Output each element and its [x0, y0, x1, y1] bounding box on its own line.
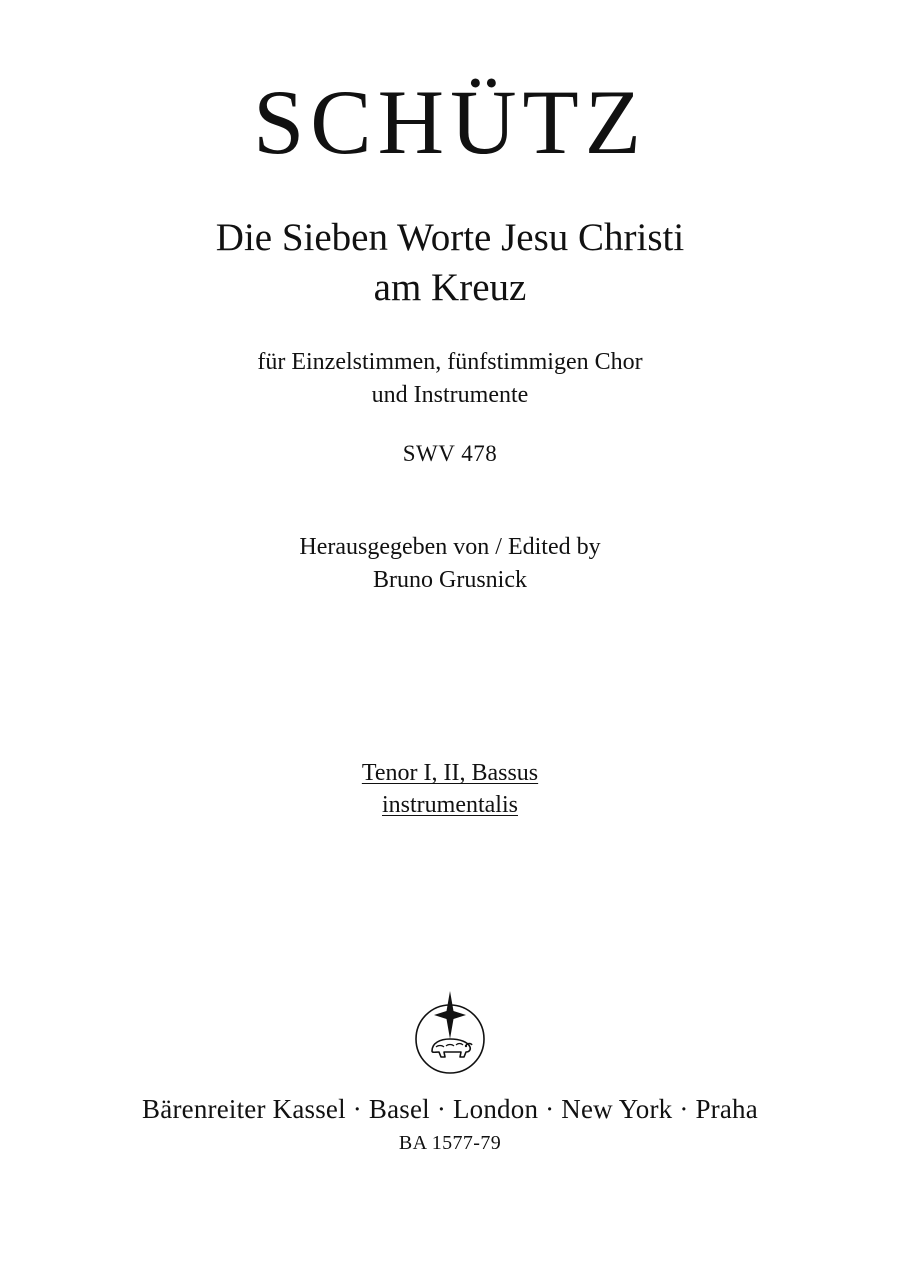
editor-credit — [299, 531, 600, 597]
part-designation-line-2: instrumentalis — [382, 792, 518, 819]
part-designation-line-1: Tenor I, II, Bassus — [361, 760, 539, 787]
publisher-line: Bärenreiter Kassel · Basel · London · New York · Praha — [142, 1094, 758, 1124]
work-title — [216, 213, 684, 313]
editor-credit-line-1: Herausgegeben von / Edited by — [299, 534, 601, 561]
baerenreiter-bear-logo-icon — [402, 985, 498, 1081]
scoring-line-2: und Instrumente — [371, 381, 529, 408]
part-designation — [362, 759, 538, 820]
publisher-logo — [0, 985, 900, 1081]
imprint — [0, 1094, 900, 1155]
work-title-line-2: am Kreuz — [373, 265, 527, 309]
scoring-description — [257, 346, 642, 411]
catalogue-number: SWV 478 — [402, 441, 498, 467]
work-title-line-1: Die Sieben Worte Jesu Christi — [215, 215, 685, 259]
plate-number: BA 1577-79 — [398, 1132, 502, 1154]
scoring-line-1: für Einzelstimmen, fünfstimmigen Chor — [257, 349, 643, 376]
composer-name: SCHÜTZ — [253, 71, 647, 173]
editor-name: Bruno Grusnick — [373, 567, 527, 594]
